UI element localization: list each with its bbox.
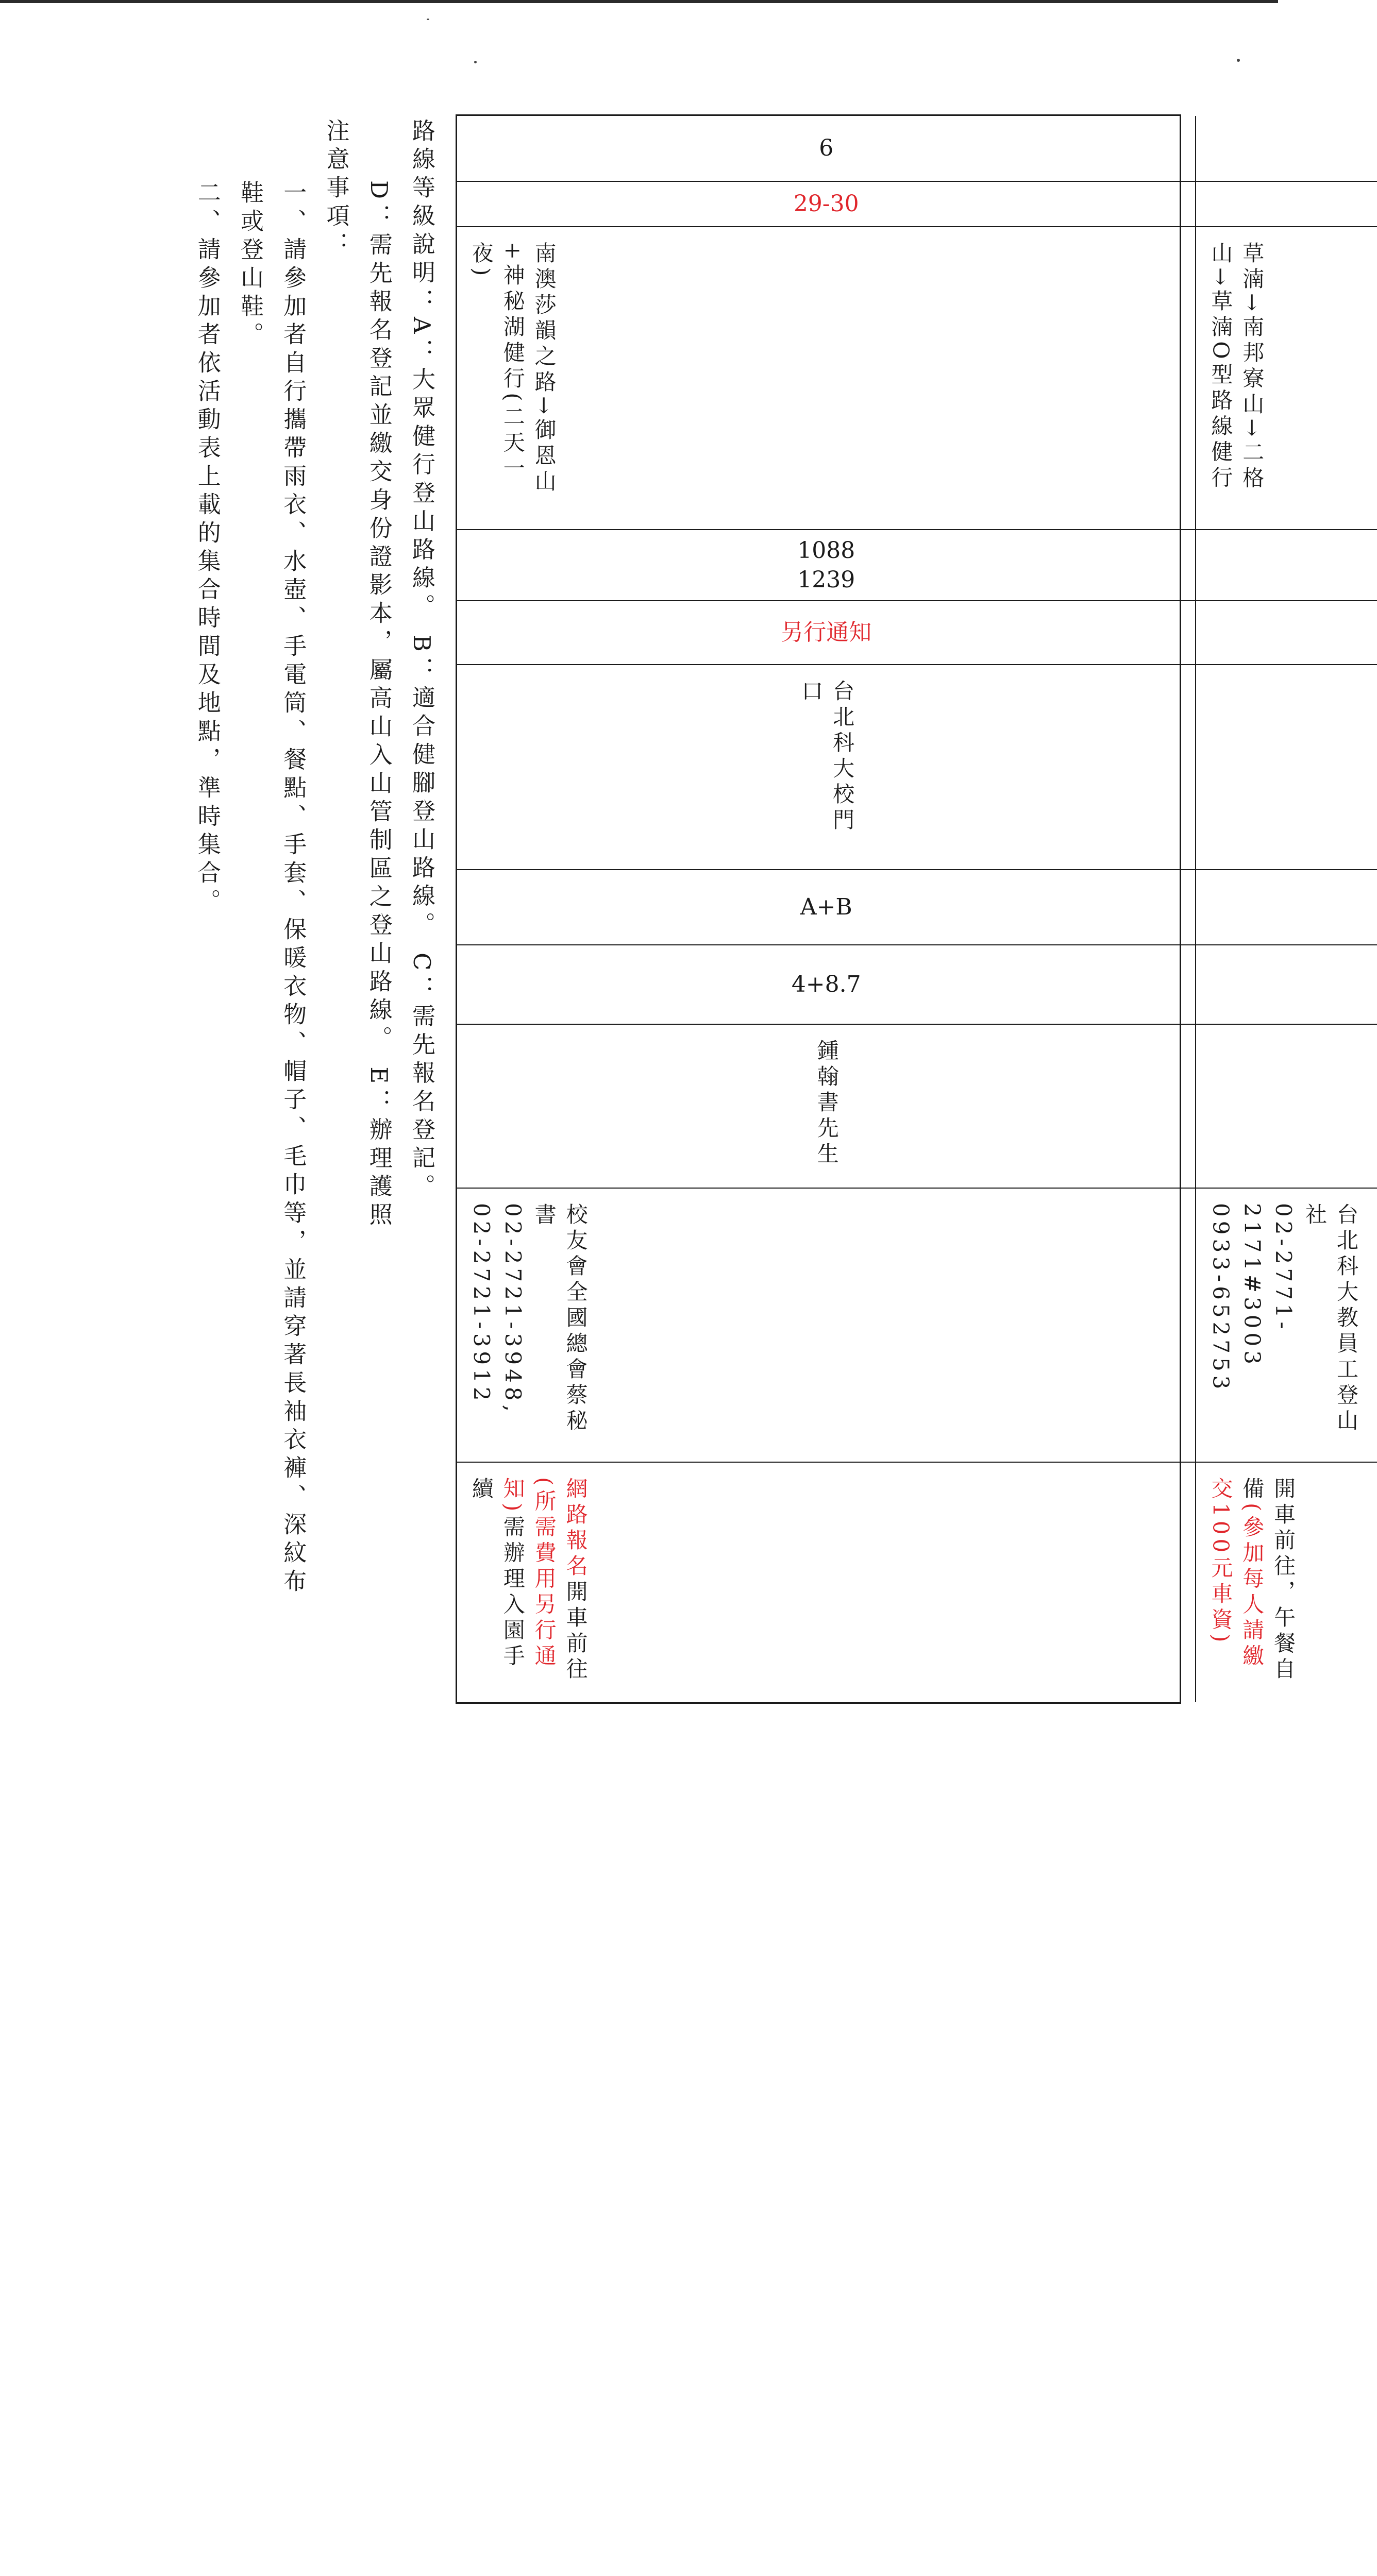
leader-name: 鍾翰書先生 xyxy=(814,1039,839,1168)
level-cell: A+B xyxy=(457,869,1195,944)
day-cell: 29-30 xyxy=(457,181,1195,226)
scan-speck xyxy=(1237,59,1240,62)
scan-edge xyxy=(0,0,1278,3)
legend-line-2: D：需先報名登記並繳交身份證影本，屬高山入山管制區之登山路線。 E：辦理護照 xyxy=(365,180,393,1231)
legend-line-1: 路線等級說明：A：大眾健行登山路線。 B：適合健腳登山路線。 C：需先報名登記。 xyxy=(408,118,435,1202)
time-cell xyxy=(1196,600,1377,664)
note-cell xyxy=(457,1463,599,1702)
note-text: 開車前往 xyxy=(563,1580,589,1683)
note-text: 網路報名 xyxy=(563,1477,589,1580)
scan-speck xyxy=(427,19,429,20)
schedule-table xyxy=(456,114,1359,1704)
altitude-value: 1088 xyxy=(797,537,855,564)
month-cell: 6 xyxy=(819,135,834,162)
scan-speck xyxy=(474,61,477,63)
contact-phone: 02-2721-3912 xyxy=(468,1203,494,1405)
note-text: (參加每人請繳交100元車資) xyxy=(1208,1477,1265,1670)
distance-cell xyxy=(1196,944,1377,1024)
place-cell: 台北科大校門口 xyxy=(798,680,855,834)
contact-cell xyxy=(1196,1189,1369,1462)
schedule-row-5 xyxy=(1195,116,1377,1702)
route-cell: 南澳莎韻之路→御恩山+神秘湖健行(二天一夜) xyxy=(468,242,557,496)
note-text: (所需費用另行通知) xyxy=(500,1477,557,1670)
schedule-row-6 xyxy=(457,116,1195,1702)
contact-org: 台北科大教員工登山社 xyxy=(1302,1203,1359,1435)
time-cell: 另行通知 xyxy=(457,600,1195,664)
contact-cell xyxy=(457,1189,599,1462)
month-cell xyxy=(1196,116,1377,181)
contact-phone: 02-2771-2171#3003 xyxy=(1239,1203,1297,1368)
notes-item-2: 二、請參加者依活動表上載的集合時間及地點，準時集合。 xyxy=(193,180,221,917)
notes-item-1: 一、請參加者自行攜帶雨衣、水壺、手電筒、餐點、手套、保暖衣物、帽子、毛巾等，並請穿著長袖衣褲、深紋布鞋或登山鞋。 xyxy=(237,180,307,1597)
altitude-value: 1239 xyxy=(797,567,855,593)
notes-heading: 注意事項： xyxy=(322,118,350,260)
notes-block xyxy=(186,118,444,1613)
day-cell xyxy=(1196,181,1377,226)
level-cell xyxy=(1196,869,1377,944)
distance-cell: 4+8.7 xyxy=(457,944,1195,1024)
route-cell: 草湳→南邦寮山→二格山→草湳O型路線健行 xyxy=(1208,242,1265,493)
altitude-cell xyxy=(1196,529,1377,600)
altitude-cell xyxy=(457,529,1195,600)
contact-org: 校友會全國總會蔡秘書 xyxy=(531,1203,589,1435)
contact-phone: 0933-652753 xyxy=(1208,1203,1234,1394)
note-text: 開車前往，午餐自備 xyxy=(1239,1477,1297,1683)
note-cell xyxy=(1196,1463,1307,1702)
note-text: 需辦理入園手續 xyxy=(468,1477,526,1670)
leader-cell xyxy=(802,1025,850,1188)
contact-phone: 02-2721-3948, xyxy=(500,1203,526,1416)
